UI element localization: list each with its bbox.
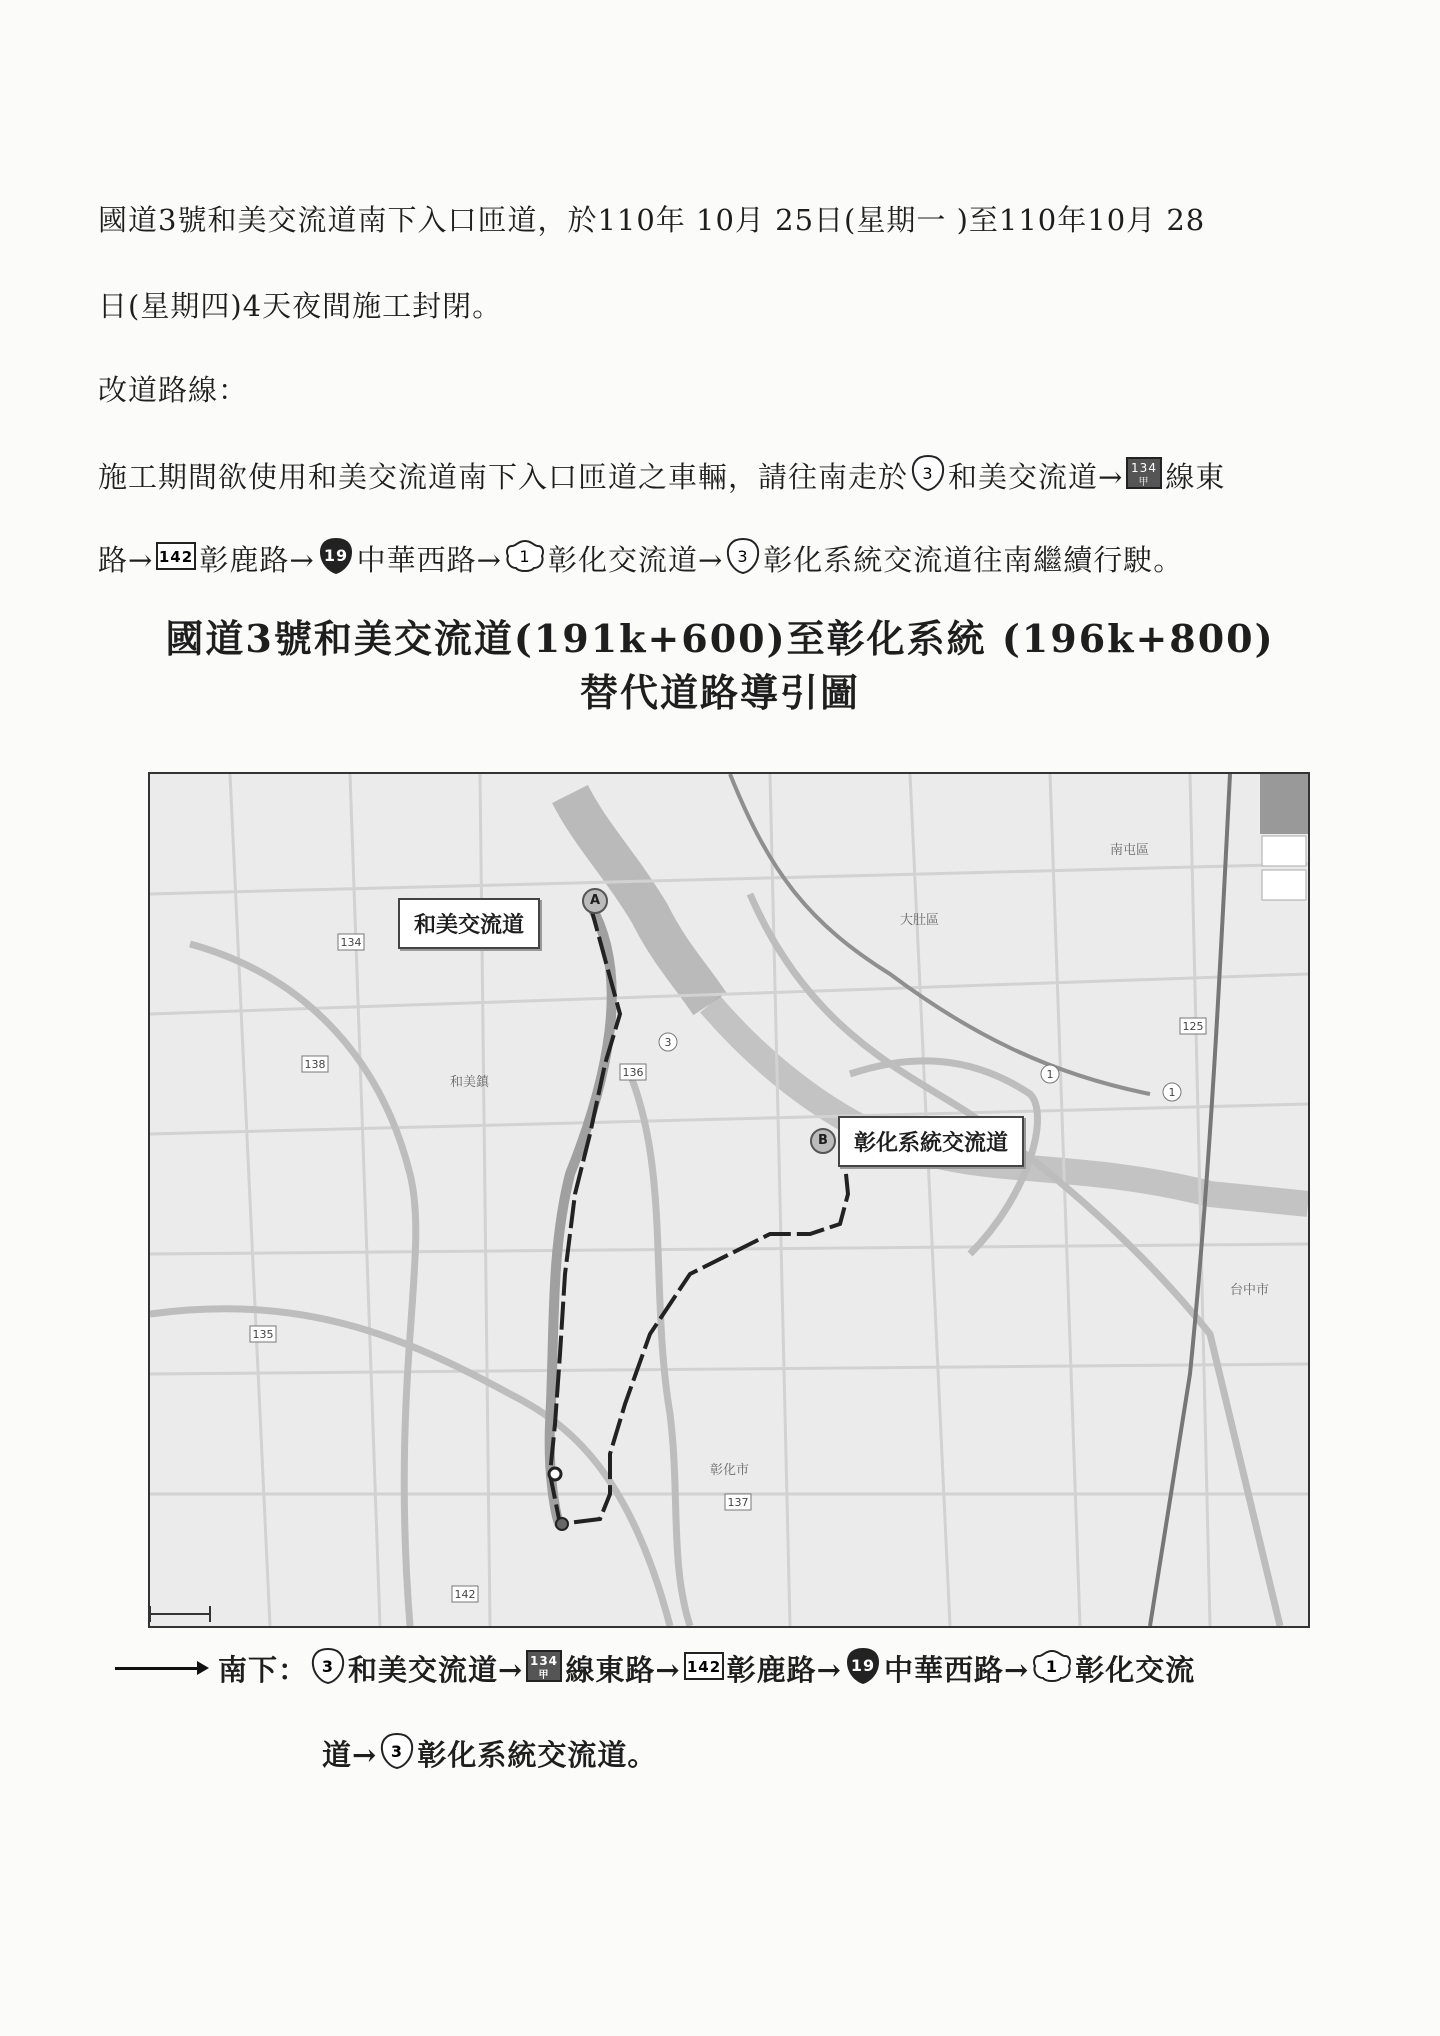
road-label: 138 bbox=[304, 1058, 326, 1071]
detour-text: 和美交流道→ bbox=[948, 460, 1124, 494]
road-label: 142 bbox=[454, 1588, 476, 1601]
callout-changhua-system-interchange: 彰化系統交流道 bbox=[838, 1116, 1024, 1167]
provincial-19-shield-icon bbox=[317, 536, 355, 576]
place-label: 彰化市 bbox=[710, 1463, 750, 1478]
marker-a: A bbox=[582, 888, 608, 914]
shield-number: 19 bbox=[323, 546, 348, 565]
detour-text: 線東 bbox=[1165, 460, 1226, 494]
road-label: 134 bbox=[340, 936, 362, 949]
provincial-19-shield-icon bbox=[844, 1646, 882, 1686]
road-label: 136 bbox=[622, 1066, 644, 1079]
shield-number: 3 bbox=[391, 1742, 404, 1761]
place-label: 大肚區 bbox=[900, 913, 940, 928]
legend-text: 彰化系統交流道。 bbox=[417, 1738, 658, 1772]
detour-heading: 改道路線： bbox=[98, 373, 249, 407]
road-label: 135 bbox=[252, 1328, 274, 1341]
legend-text: 和美交流道→ bbox=[348, 1653, 524, 1687]
notice-line-1: 國道3號和美交流道南下入口匝道，於110年 10月 25日(星期一 )至110年10月 28 bbox=[98, 203, 1206, 237]
freeway-3-shield-icon bbox=[725, 537, 761, 575]
detour-line-2 bbox=[98, 540, 1183, 582]
road-label: 125 bbox=[1182, 1020, 1204, 1033]
county-142-shield-icon bbox=[155, 541, 197, 571]
detour-line-1 bbox=[98, 457, 1225, 498]
shield-number: 1 bbox=[519, 547, 531, 566]
shield-number: 134 bbox=[1131, 461, 1158, 475]
freeway-3-shield-icon bbox=[310, 1647, 346, 1685]
road-label: 137 bbox=[727, 1496, 749, 1509]
road-label: 1 bbox=[1168, 1086, 1176, 1099]
detour-text: 施工期間欲使用和美交流道南下入口匝道之車輛，請往南走於 bbox=[98, 460, 909, 494]
place-label: 和美鎮 bbox=[450, 1075, 490, 1090]
detour-map bbox=[148, 772, 1310, 1628]
county-142-shield-icon bbox=[683, 1651, 725, 1681]
legend-text: 彰鹿路→ bbox=[726, 1653, 842, 1687]
freeway-3-shield-icon bbox=[379, 1732, 415, 1770]
legend-direction: 南下： bbox=[218, 1653, 309, 1687]
legend-text: 線東路→ bbox=[565, 1653, 681, 1687]
detour-text: 彰化系統交流道往南繼續行駛。 bbox=[763, 543, 1184, 577]
legend-text: 中華西路→ bbox=[883, 1653, 1030, 1687]
shield-number: 142 bbox=[686, 1658, 721, 1676]
detour-text: 中華西路→ bbox=[356, 543, 502, 577]
notice-line-2: 日(星期四)4天夜間施工封閉。 bbox=[98, 289, 503, 323]
shield-number: 3 bbox=[737, 547, 749, 566]
place-label: 南屯區 bbox=[1110, 843, 1150, 858]
shield-number: 1 bbox=[1046, 1657, 1059, 1676]
freeway-3-shield-icon bbox=[910, 454, 946, 492]
shield-number: 142 bbox=[159, 548, 194, 566]
detour-text: 彰化交流道→ bbox=[547, 543, 724, 577]
map-subtitle: 替代道路導引圖 bbox=[579, 670, 860, 715]
shield-number: 3 bbox=[321, 1657, 335, 1676]
shield-number: 134 bbox=[530, 1654, 559, 1668]
legend-text: 道→ bbox=[322, 1738, 378, 1772]
road-label: 1 bbox=[1046, 1068, 1054, 1081]
road-label: 3 bbox=[664, 1036, 672, 1049]
legend-line-1 bbox=[218, 1648, 1195, 1692]
county-134a-shield-icon bbox=[525, 1649, 563, 1683]
callout-hemei-interchange: 和美交流道 bbox=[398, 898, 540, 949]
shield-number: 3 bbox=[922, 464, 934, 483]
freeway-1-shield-icon bbox=[504, 538, 546, 574]
legend-line-2 bbox=[322, 1733, 657, 1776]
county-134a-shield-icon bbox=[1125, 456, 1163, 490]
map-graphic bbox=[150, 774, 1308, 1626]
legend-text: 彰化交流 bbox=[1075, 1653, 1196, 1687]
freeway-1-shield-icon bbox=[1031, 1648, 1073, 1684]
marker-b: B bbox=[810, 1128, 836, 1154]
shield-sub: 甲 bbox=[1138, 477, 1150, 488]
detour-text: 彰鹿路→ bbox=[199, 543, 315, 577]
route-arrow-icon bbox=[115, 1667, 205, 1670]
detour-text: 路→ bbox=[98, 543, 154, 577]
shield-sub: 甲 bbox=[538, 1670, 550, 1681]
place-label: 台中市 bbox=[1230, 1283, 1270, 1298]
shield-number: 19 bbox=[850, 1656, 876, 1675]
map-title: 國道3號和美交流道(191k+600)至彰化系統 (196k+800) bbox=[165, 616, 1275, 661]
